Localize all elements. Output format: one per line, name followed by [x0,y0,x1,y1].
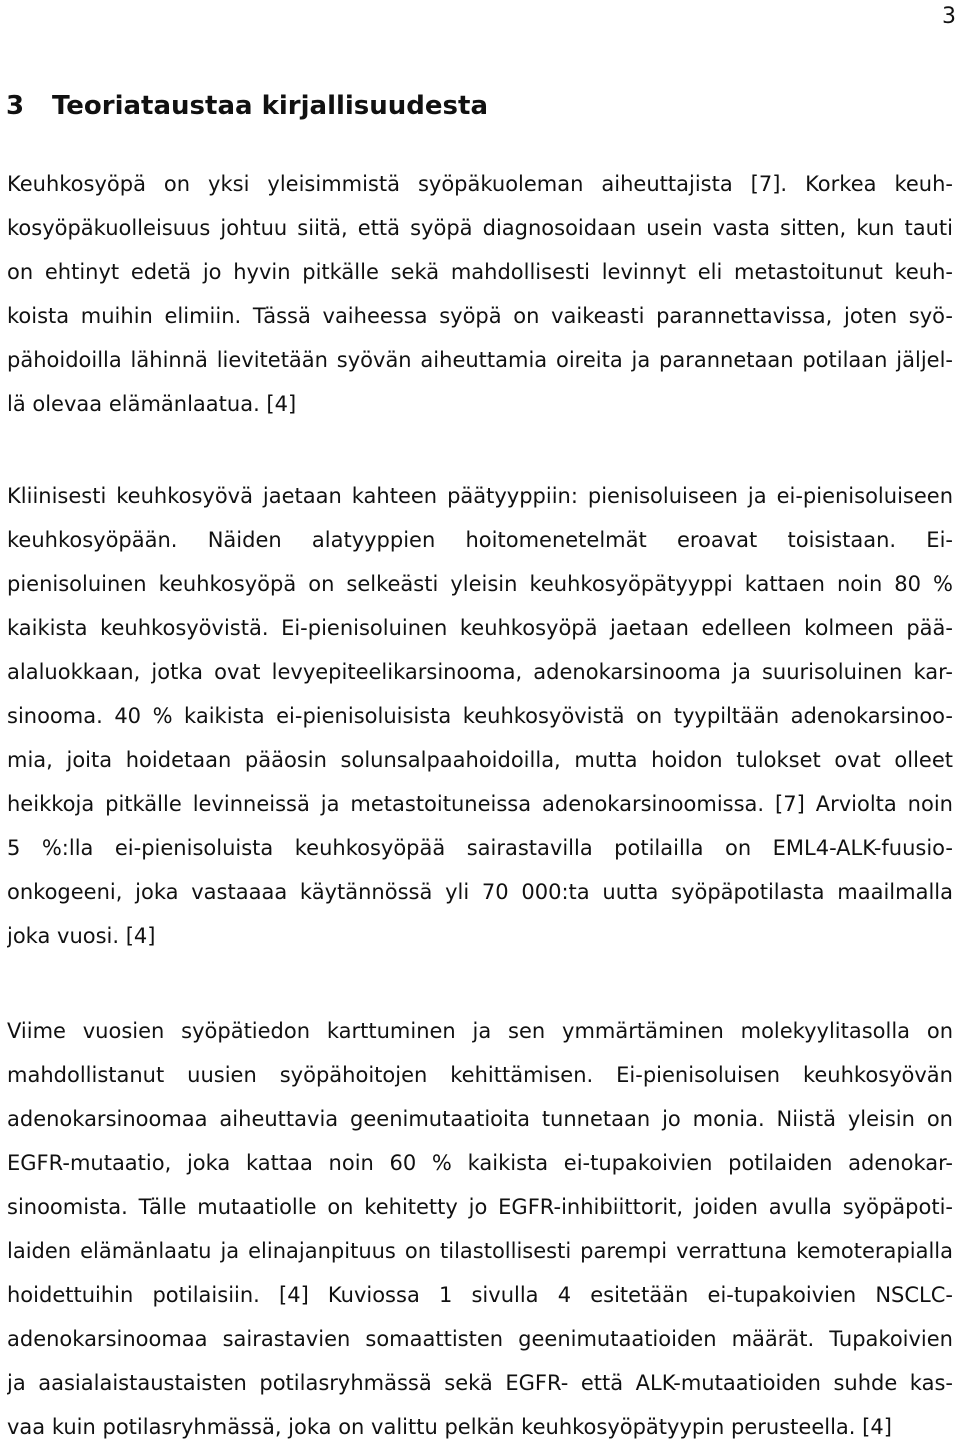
text-line: onkogeeni, joka vastaaaa käytännössä yli 70 000:ta uutta syöpäpotilasta maailmalla [7,880,953,904]
text-line: adenokarsinoomaa sairastavien somaattisten geenimutaatioiden määrät. Tupakoivien [7,1327,953,1351]
text-line: kaikista keuhkosyövistä. Ei-pienisoluinen keuhkosyöpä jaetaan edelleen kolmeen pää- [7,616,953,640]
text-line: keuhkosyöpään. Näiden alatyyppien hoitomenetelmät eroavat toisistaan. Ei- [7,528,953,552]
text-line: ja aasialaistaustaisten potilasryhmässä sekä EGFR- että ALK-mutaatioiden suhde kas- [7,1371,953,1395]
text-line: joka vuosi. [4] [7,924,156,948]
section-title: Teoriataustaa kirjallisuudesta [52,91,488,121]
text-line: lä olevaa elämänlaatua. [4] [7,392,297,416]
text-line: pähoidoilla lähinnä lievitetään syövän aiheuttamia oireita ja parannetaan potilaan jäljel- [7,348,953,372]
text-line: alaluokkaan, jotka ovat levyepiteelikarsinooma, adenokarsinooma ja suurisoluinen kar- [7,660,953,684]
text-line: on ehtinyt edetä jo hyvin pitkälle sekä mahdollisesti levinnyt eli metastoitunut keuh- [7,260,953,284]
text-line: mahdollistanut uusien syöpähoitojen kehittämisen. Ei-pienisoluisen keuhkosyövän [7,1063,953,1087]
text-line: Viime vuosien syöpätiedon karttuminen ja sen ymmärtäminen molekyylitasolla on [7,1019,953,1043]
text-line: sinooma. 40 % kaikista ei-pienisoluisista keuhkosyövistä on tyypiltään adenokarsinoo- [7,704,953,728]
section-heading [6,88,488,124]
text-line: adenokarsinoomaa aiheuttavia geenimutaatioita tunnetaan jo monia. Niistä yleisin on [7,1107,953,1131]
text-line: EGFR-mutaatio, joka kattaa noin 60 % kaikista ei-tupakoivien potilaiden adenokar- [7,1151,953,1175]
text-line: hoidettuihin potilaisiin. [4] Kuviossa 1 sivulla 4 esitetään ei-tupakoivien NSCLC- [7,1283,953,1307]
text-line: heikkoja pitkälle levinneissä ja metastoituneissa adenokarsinoomissa. [7] Arviolta noin [7,792,953,816]
section-number: 3 [6,91,25,121]
text-line: Keuhkosyöpä on yksi yleisimmistä syöpäkuoleman aiheuttajista [7]. Korkea keuh- [7,172,953,196]
paragraph-3 [7,1009,953,1449]
text-line: vaa kuin potilasryhmässä, joka on valittu pelkän keuhkosyöpätyypin perusteella. [4] [7,1415,892,1439]
text-line: 5 %:lla ei-pienisoluista keuhkosyöpää sairastavilla potilailla on EML4-ALK-fuusio- [7,836,953,860]
paragraph-1 [7,162,953,426]
text-line: pienisoluinen keuhkosyöpä on selkeästi yleisin keuhkosyöpätyyppi kattaen noin 80 % [7,572,953,596]
text-line: kosyöpäkuolleisuus johtuu siitä, että syöpä diagnosoidaan usein vasta sitten, kun tauti [7,216,953,240]
text-line: mia, joita hoidetaan pääosin solunsalpaahoidoilla, mutta hoidon tulokset ovat olleet [7,748,953,772]
paragraph-2 [7,474,953,958]
text-line: sinoomista. Tälle mutaatiolle on kehitetty jo EGFR-inhibiittorit, joiden avulla syöpäpoti- [7,1195,953,1219]
text-line: koista muihin elimiin. Tässä vaiheessa syöpä on vaikeasti parannettavissa, joten syö- [7,304,953,328]
page-number: 3 [942,4,956,29]
text-line: Kliinisesti keuhkosyövä jaetaan kahteen päätyyppiin: pienisoluiseen ja ei-pienisoluiseen [7,484,953,508]
text-line: laiden elämänlaatu ja elinajanpituus on tilastollisesti parempi verrattuna kemoterapialla [7,1239,953,1263]
